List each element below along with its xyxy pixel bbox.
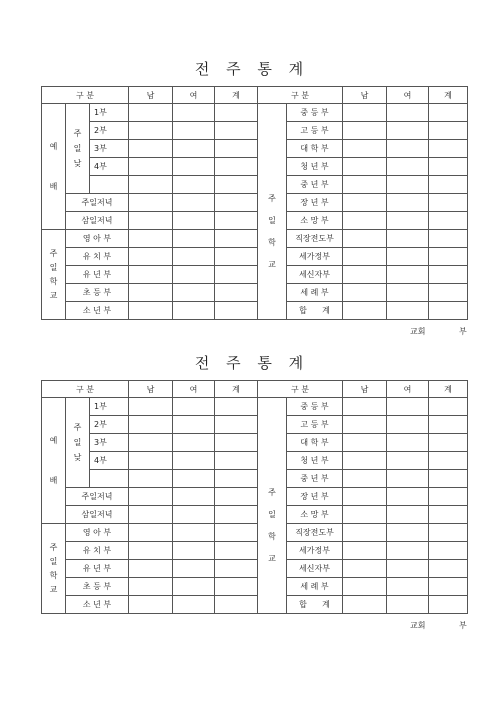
cell[interactable] xyxy=(215,284,258,302)
cell[interactable] xyxy=(215,194,258,212)
sunday-school-right-label: 주 일 학 교 xyxy=(258,104,287,320)
cell[interactable] xyxy=(173,578,215,596)
cell[interactable] xyxy=(429,452,468,470)
cell[interactable] xyxy=(429,302,468,320)
header-category: 구 분 xyxy=(42,87,129,104)
cell[interactable] xyxy=(343,416,387,434)
cell[interactable] xyxy=(215,488,258,506)
cell[interactable] xyxy=(429,470,468,488)
dept-label: 영 아 부 xyxy=(66,524,129,542)
cell[interactable] xyxy=(343,596,387,614)
header-female-right: 여 xyxy=(387,87,429,104)
cell[interactable] xyxy=(173,266,215,284)
service-4-label: 4부 xyxy=(90,452,129,470)
dept-label: 장 년 부 xyxy=(287,194,343,212)
cell[interactable] xyxy=(215,506,258,524)
cell[interactable] xyxy=(429,488,468,506)
dept-label: 소 년 부 xyxy=(66,302,129,320)
cell[interactable] xyxy=(343,398,387,416)
cell[interactable] xyxy=(173,506,215,524)
header-male-right: 남 xyxy=(343,87,387,104)
cell[interactable] xyxy=(387,596,429,614)
cell[interactable] xyxy=(173,158,215,176)
header-category-right: 구 분 xyxy=(258,381,343,398)
cell[interactable] xyxy=(215,434,258,452)
dept-label: 소 망 부 xyxy=(287,212,343,230)
cell[interactable] xyxy=(215,140,258,158)
service-1-label: 1부 xyxy=(90,398,129,416)
cell[interactable] xyxy=(429,104,468,122)
cell[interactable] xyxy=(429,122,468,140)
cell[interactable] xyxy=(129,194,173,212)
header-male: 남 xyxy=(129,381,173,398)
cell[interactable] xyxy=(387,122,429,140)
dept-label: 고 등 부 xyxy=(287,122,343,140)
footer-church-2: 교회 xyxy=(410,621,426,630)
service-3-label: 3부 xyxy=(90,140,129,158)
cell[interactable] xyxy=(429,176,468,194)
cell[interactable] xyxy=(129,104,173,122)
cell[interactable] xyxy=(173,230,215,248)
cell[interactable] xyxy=(129,284,173,302)
cell[interactable] xyxy=(387,470,429,488)
cell[interactable] xyxy=(129,248,173,266)
page-title-2: 전 주 통 계 xyxy=(194,354,310,372)
header-female-right: 여 xyxy=(387,381,429,398)
header-category-right: 구 분 xyxy=(258,87,343,104)
dept-label: 중 년 부 xyxy=(287,470,343,488)
cell[interactable] xyxy=(343,434,387,452)
cell[interactable] xyxy=(173,398,215,416)
dept-label: 초 등 부 xyxy=(66,284,129,302)
cell[interactable] xyxy=(173,194,215,212)
cell[interactable] xyxy=(173,452,215,470)
statistics-table-2 xyxy=(41,380,468,614)
dept-label: 대 학 부 xyxy=(287,140,343,158)
dept-label: 중 등 부 xyxy=(287,398,343,416)
dept-label: 세 례 부 xyxy=(287,284,343,302)
cell[interactable] xyxy=(429,266,468,284)
cell[interactable] xyxy=(387,524,429,542)
cell[interactable] xyxy=(173,416,215,434)
cell[interactable] xyxy=(387,158,429,176)
cell[interactable] xyxy=(129,302,173,320)
cell[interactable] xyxy=(343,230,387,248)
cell[interactable] xyxy=(343,266,387,284)
cell[interactable] xyxy=(429,524,468,542)
service-4-label: 4부 xyxy=(90,158,129,176)
cell[interactable] xyxy=(387,434,429,452)
cell[interactable] xyxy=(129,506,173,524)
sunday-school-left-label: 주 일 학 교 xyxy=(42,524,66,614)
cell[interactable] xyxy=(429,416,468,434)
cell[interactable] xyxy=(129,452,173,470)
dept-label: 유 치 부 xyxy=(66,542,129,560)
header-male: 남 xyxy=(129,87,173,104)
dept-label: 유 년 부 xyxy=(66,560,129,578)
cell[interactable] xyxy=(429,398,468,416)
dept-label: 직장전도부 xyxy=(287,230,343,248)
dept-label: 직장전도부 xyxy=(287,524,343,542)
cell[interactable] xyxy=(215,122,258,140)
cell[interactable] xyxy=(129,488,173,506)
cell[interactable] xyxy=(387,302,429,320)
header-total: 계 xyxy=(215,381,258,398)
cell[interactable] xyxy=(429,158,468,176)
cell[interactable] xyxy=(387,542,429,560)
cell[interactable] xyxy=(429,284,468,302)
dept-label: 세 례 부 xyxy=(287,578,343,596)
cell[interactable] xyxy=(173,104,215,122)
cell[interactable] xyxy=(215,266,258,284)
cell[interactable] xyxy=(129,266,173,284)
total-label: 합 계 xyxy=(287,596,343,614)
cell[interactable] xyxy=(343,194,387,212)
header-male-right: 남 xyxy=(343,381,387,398)
cell[interactable] xyxy=(387,140,429,158)
cell[interactable] xyxy=(173,122,215,140)
dept-label: 장 년 부 xyxy=(287,488,343,506)
cell[interactable] xyxy=(387,266,429,284)
dept-label: 세신자부 xyxy=(287,266,343,284)
cell[interactable] xyxy=(215,542,258,560)
header-total: 계 xyxy=(215,87,258,104)
cell[interactable] xyxy=(387,506,429,524)
page-title: 전 주 통 계 xyxy=(194,60,310,78)
cell[interactable] xyxy=(129,176,173,194)
cell[interactable] xyxy=(429,578,468,596)
cell[interactable] xyxy=(129,524,173,542)
service-2-label: 2부 xyxy=(90,122,129,140)
cell[interactable] xyxy=(215,230,258,248)
cell[interactable] xyxy=(429,560,468,578)
cell[interactable] xyxy=(173,488,215,506)
wednesday-evening-label: 삼일저녁 xyxy=(66,212,129,230)
cell[interactable] xyxy=(215,416,258,434)
cell[interactable] xyxy=(343,176,387,194)
cell[interactable] xyxy=(387,176,429,194)
cell[interactable] xyxy=(387,416,429,434)
cell[interactable] xyxy=(215,158,258,176)
cell[interactable] xyxy=(173,212,215,230)
cell[interactable] xyxy=(129,470,173,488)
cell[interactable] xyxy=(129,560,173,578)
cell[interactable] xyxy=(173,542,215,560)
cell[interactable] xyxy=(429,596,468,614)
wednesday-evening-label: 삼일저녁 xyxy=(66,506,129,524)
cell[interactable] xyxy=(173,140,215,158)
total-label: 합 계 xyxy=(287,302,343,320)
footer-dept: 부 xyxy=(459,327,467,336)
worship-label: 예 배 xyxy=(42,398,66,524)
header-category: 구 분 xyxy=(42,381,129,398)
worship-label: 예 배 xyxy=(42,104,66,230)
cell[interactable] xyxy=(429,212,468,230)
cell[interactable] xyxy=(215,578,258,596)
cell[interactable] xyxy=(173,560,215,578)
service-blank xyxy=(90,470,129,488)
footer-dept-2: 부 xyxy=(459,621,467,630)
cell[interactable] xyxy=(429,140,468,158)
cell[interactable] xyxy=(343,506,387,524)
cell[interactable] xyxy=(387,284,429,302)
dept-label: 대 학 부 xyxy=(287,434,343,452)
cell[interactable] xyxy=(387,194,429,212)
cell[interactable] xyxy=(429,230,468,248)
cell[interactable] xyxy=(173,248,215,266)
cell[interactable] xyxy=(173,302,215,320)
header-total-right: 계 xyxy=(429,87,468,104)
sunday-day-label: 주 일 낮 xyxy=(66,398,90,488)
cell[interactable] xyxy=(215,524,258,542)
dept-label: 세신자부 xyxy=(287,560,343,578)
cell[interactable] xyxy=(215,176,258,194)
sunday-evening-label: 주일저녁 xyxy=(66,488,129,506)
sunday-day-label: 주 일 낮 xyxy=(66,104,90,194)
statistics-table xyxy=(41,86,468,320)
footer-church: 교회 xyxy=(410,327,426,336)
service-1-label: 1부 xyxy=(90,104,129,122)
cell[interactable] xyxy=(387,230,429,248)
sunday-school-left-label: 주 일 학 교 xyxy=(42,230,66,320)
cell[interactable] xyxy=(429,542,468,560)
cell[interactable] xyxy=(215,104,258,122)
cell[interactable] xyxy=(215,302,258,320)
service-3-label: 3부 xyxy=(90,434,129,452)
sunday-school-right-label: 주 일 학 교 xyxy=(258,398,287,614)
cell[interactable] xyxy=(429,194,468,212)
cell[interactable] xyxy=(387,452,429,470)
cell[interactable] xyxy=(343,104,387,122)
dept-label: 중 등 부 xyxy=(287,104,343,122)
cell[interactable] xyxy=(343,284,387,302)
header-row xyxy=(42,381,468,398)
dept-label: 소 년 부 xyxy=(66,596,129,614)
header-row xyxy=(42,87,468,104)
dept-label: 유 치 부 xyxy=(66,248,129,266)
cell[interactable] xyxy=(343,302,387,320)
cell[interactable] xyxy=(343,248,387,266)
cell[interactable] xyxy=(387,398,429,416)
cell[interactable] xyxy=(343,470,387,488)
cell[interactable] xyxy=(343,524,387,542)
cell[interactable] xyxy=(215,596,258,614)
dept-label: 세가정부 xyxy=(287,542,343,560)
cell[interactable] xyxy=(129,578,173,596)
header-female: 여 xyxy=(173,381,215,398)
cell[interactable] xyxy=(429,434,468,452)
cell[interactable] xyxy=(215,452,258,470)
dept-label: 세가정부 xyxy=(287,248,343,266)
cell[interactable] xyxy=(129,158,173,176)
cell[interactable] xyxy=(343,542,387,560)
cell[interactable] xyxy=(129,542,173,560)
cell[interactable] xyxy=(343,488,387,506)
cell[interactable] xyxy=(215,398,258,416)
cell[interactable] xyxy=(173,596,215,614)
cell[interactable] xyxy=(215,212,258,230)
sunday-evening-label: 주일저녁 xyxy=(66,194,129,212)
dept-label: 유 년 부 xyxy=(66,266,129,284)
cell[interactable] xyxy=(387,212,429,230)
service-2-label: 2부 xyxy=(90,416,129,434)
header-total-right: 계 xyxy=(429,381,468,398)
cell[interactable] xyxy=(215,248,258,266)
service-blank xyxy=(90,176,129,194)
cell[interactable] xyxy=(387,488,429,506)
dept-label: 초 등 부 xyxy=(66,578,129,596)
dept-label: 중 년 부 xyxy=(287,176,343,194)
cell[interactable] xyxy=(343,122,387,140)
cell[interactable] xyxy=(215,470,258,488)
cell[interactable] xyxy=(173,176,215,194)
cell[interactable] xyxy=(429,248,468,266)
cell[interactable] xyxy=(173,284,215,302)
dept-label: 청 년 부 xyxy=(287,452,343,470)
dept-label: 소 망 부 xyxy=(287,506,343,524)
cell[interactable] xyxy=(343,452,387,470)
cell[interactable] xyxy=(343,140,387,158)
cell[interactable] xyxy=(343,578,387,596)
dept-label: 청 년 부 xyxy=(287,158,343,176)
cell[interactable] xyxy=(129,230,173,248)
header-female: 여 xyxy=(173,87,215,104)
cell[interactable] xyxy=(343,158,387,176)
cell[interactable] xyxy=(129,140,173,158)
cell[interactable] xyxy=(129,416,173,434)
cell[interactable] xyxy=(215,560,258,578)
cell[interactable] xyxy=(429,506,468,524)
dept-label: 영 아 부 xyxy=(66,230,129,248)
cell[interactable] xyxy=(129,398,173,416)
cell[interactable] xyxy=(129,434,173,452)
dept-label: 고 등 부 xyxy=(287,416,343,434)
cell[interactable] xyxy=(129,212,173,230)
cell[interactable] xyxy=(129,122,173,140)
cell[interactable] xyxy=(343,212,387,230)
cell[interactable] xyxy=(173,434,215,452)
cell[interactable] xyxy=(387,560,429,578)
cell[interactable] xyxy=(343,560,387,578)
cell[interactable] xyxy=(387,104,429,122)
cell[interactable] xyxy=(173,470,215,488)
cell[interactable] xyxy=(387,578,429,596)
cell[interactable] xyxy=(173,524,215,542)
cell[interactable] xyxy=(129,596,173,614)
cell[interactable] xyxy=(387,248,429,266)
